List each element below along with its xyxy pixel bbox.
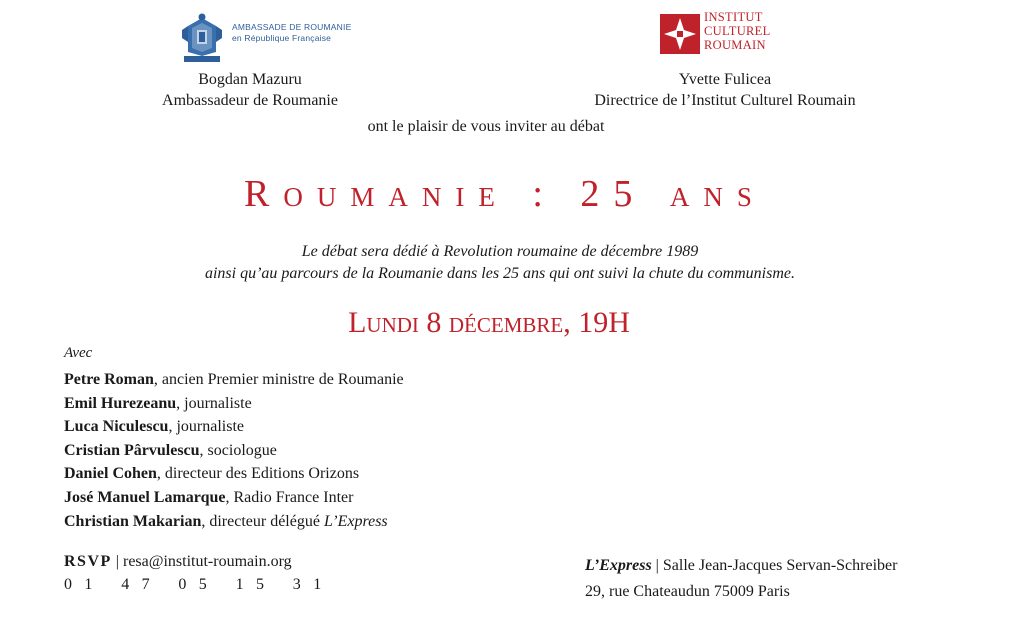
avec-label: Avec bbox=[64, 345, 93, 361]
venue-name: L’Express bbox=[585, 557, 652, 574]
romanian-coat-of-arms-icon bbox=[178, 12, 226, 64]
institute-line-3: ROUMAIN bbox=[704, 38, 766, 52]
speaker-name: Petre Roman bbox=[64, 371, 154, 388]
embassy-name: AMBASSADE DE ROUMANIE bbox=[232, 22, 352, 32]
speaker-role: , directeur délégué bbox=[201, 512, 324, 530]
speaker-name: Emil Hurezeanu bbox=[64, 394, 177, 412]
speaker-name: Cristian Pârvulescu bbox=[64, 441, 200, 459]
host-right bbox=[545, 69, 905, 111]
embassy-logo bbox=[178, 12, 378, 66]
institute-line-2: CULTUREL bbox=[704, 24, 771, 38]
speaker-role: , ancien Premier ministre de Roumanie bbox=[153, 371, 404, 388]
speaker-item bbox=[64, 392, 404, 416]
speaker-item bbox=[64, 486, 404, 510]
venue-separator: | bbox=[651, 557, 663, 574]
speaker-name: Daniel Cohen bbox=[64, 465, 157, 483]
event-title: Roumanie : 25 ans bbox=[244, 173, 766, 215]
speaker-role: , sociologue bbox=[199, 441, 277, 459]
embassy-subtitle: en République Française bbox=[232, 33, 332, 43]
rsvp-label: RSVP bbox=[64, 553, 112, 570]
icr-cross-emblem-icon bbox=[660, 14, 700, 54]
ambassador-title: Ambassadeur de Roumanie bbox=[162, 92, 338, 109]
speaker-name: José Manuel Lamarque bbox=[64, 488, 226, 506]
venue-hall: Salle Jean-Jacques Servan-Schreiber bbox=[662, 557, 898, 574]
speaker-name: Christian Makarian bbox=[64, 512, 202, 530]
rsvp-phone: 01 47 05 15 31 bbox=[64, 576, 334, 593]
speaker-item bbox=[64, 439, 404, 463]
event-date: Lundi 8 décembre, 19H bbox=[348, 306, 630, 339]
description-line-1: Le débat sera dédié à Revolution roumaine de décembre 1989 bbox=[301, 243, 699, 260]
description-line-2: ainsi qu’au parcours de la Roumanie dans les 25 ans qui ont suivi la chute du communisme. bbox=[204, 265, 796, 282]
speaker-item bbox=[64, 368, 404, 392]
rsvp-email-link[interactable]: resa@institut-roumain.org bbox=[122, 553, 292, 570]
speaker-role: , Radio France Inter bbox=[225, 488, 354, 506]
institute-line-1: INSTITUT bbox=[704, 10, 763, 24]
director-name: Yvette Fulicea bbox=[678, 71, 772, 88]
rsvp-line bbox=[64, 553, 292, 571]
speaker-role: , journaliste bbox=[168, 418, 244, 436]
director-title: Directrice de l’Institut Culturel Roumain bbox=[594, 92, 856, 109]
speaker-list bbox=[64, 368, 404, 533]
venue-line bbox=[585, 557, 897, 575]
speaker-role: , directeur des Editions Orizons bbox=[156, 465, 360, 483]
speaker-name: Luca Niculescu bbox=[64, 418, 169, 436]
invitation-line: ont le plaisir de vous inviter au débat bbox=[367, 118, 605, 135]
speaker-item bbox=[64, 462, 404, 486]
institute-logo bbox=[660, 8, 820, 64]
host-left bbox=[120, 69, 380, 111]
speaker-role: , journaliste bbox=[176, 394, 252, 412]
speaker-item bbox=[64, 415, 404, 439]
speaker-role-publication: L’Express bbox=[323, 512, 388, 530]
ambassador-name: Bogdan Mazuru bbox=[198, 71, 302, 88]
rsvp-separator: | bbox=[111, 553, 123, 570]
speaker-item bbox=[64, 510, 404, 534]
venue-address: 29, rue Chateaudun 75009 Paris bbox=[585, 583, 790, 600]
